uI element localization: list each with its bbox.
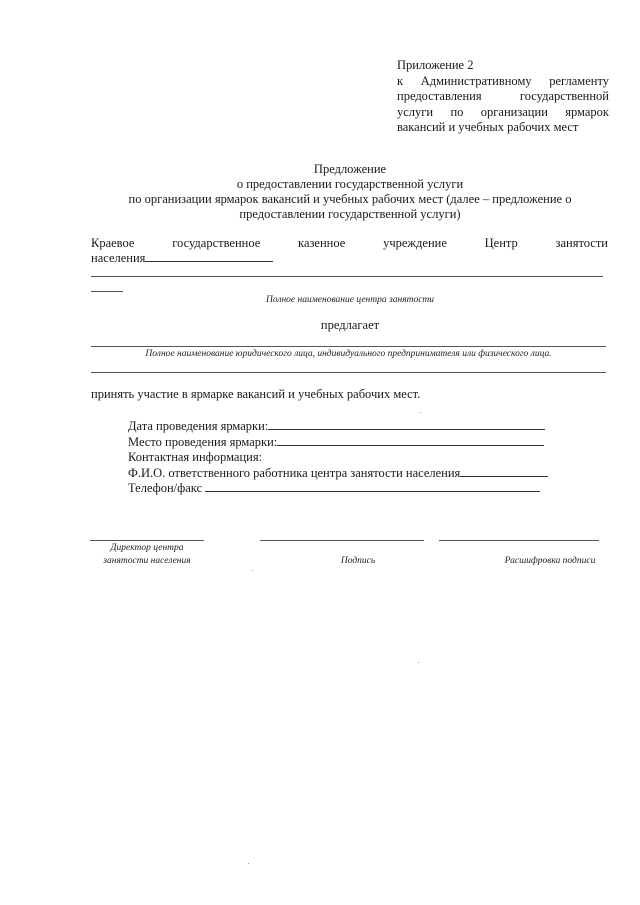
place-field[interactable]: [277, 435, 544, 446]
signature-caption: Подпись: [340, 556, 376, 566]
contact-label: Контактная информация:: [128, 450, 263, 464]
appendix-ref-line: к Административному регламенту: [397, 73, 609, 88]
org-name-line-2: [91, 251, 273, 266]
date-label: Дата проведения ярмарки:: [128, 419, 269, 433]
org-name-rule[interactable]: [91, 276, 603, 277]
phone-label: Телефон/факс: [128, 481, 203, 495]
scan-speck: [252, 570, 253, 571]
org-name-line: Краевое государственное казенное учреждение Центр занятости: [91, 236, 608, 250]
document-title: [90, 162, 610, 222]
contact-row: [128, 450, 548, 466]
org-name-rule-short[interactable]: [91, 291, 123, 292]
appendix-ref-line: вакансий и учебных рабочих мест: [397, 120, 579, 134]
org-population-label: населения: [91, 251, 146, 265]
appendix-header: [397, 58, 609, 136]
title-line: Предложение: [313, 162, 387, 176]
center-name-caption: Полное наименование центра занятости: [265, 295, 435, 305]
director-caption-line: Директор центра: [110, 543, 184, 553]
decoding-rule[interactable]: [439, 540, 599, 541]
director-caption-line: занятости населения: [103, 556, 191, 566]
scan-speck: [418, 662, 419, 663]
appendix-title: Приложение 2: [397, 58, 474, 72]
phone-row: [128, 481, 548, 497]
scan-speck: [248, 863, 249, 864]
entity-name-caption: Полное наименование юридического лица, индивидуального предпринимателя или физического лица.: [145, 349, 552, 359]
signature-rule[interactable]: [260, 540, 424, 541]
org-name-blank[interactable]: [145, 251, 273, 262]
proposes-text: предлагает: [320, 318, 380, 332]
place-row: [128, 435, 548, 451]
accept-text: принять участие в ярмарке вакансий и учебных рабочих мест.: [91, 387, 421, 401]
fair-details: [128, 419, 548, 497]
fio-row: [128, 466, 548, 482]
fio-field[interactable]: [460, 466, 548, 477]
entity-name-rule[interactable]: [91, 346, 606, 347]
director-signature-rule[interactable]: [90, 540, 204, 541]
director-caption: [80, 542, 214, 568]
entity-name-rule-2[interactable]: [91, 372, 606, 373]
decoding-caption: Расшифровка подписи: [504, 556, 596, 566]
scan-speck: [420, 412, 421, 413]
title-line: о предоставлении государственной услуги: [236, 177, 464, 191]
phone-field[interactable]: [205, 481, 540, 492]
date-row: [128, 419, 548, 435]
fio-label: Ф.И.О. ответственного работника центра занятости населения: [128, 465, 461, 480]
appendix-ref-line: предоставления государственной: [397, 89, 609, 103]
title-line: предоставлении государственной услуги): [239, 207, 461, 221]
appendix-ref-line: услуги по организации ярмарок: [397, 104, 609, 119]
title-line: по организации ярмарок вакансий и учебных рабочих мест (далее – предложение о: [128, 192, 572, 206]
place-label: Место проведения ярмарки:: [128, 434, 278, 449]
date-field[interactable]: [268, 419, 545, 430]
